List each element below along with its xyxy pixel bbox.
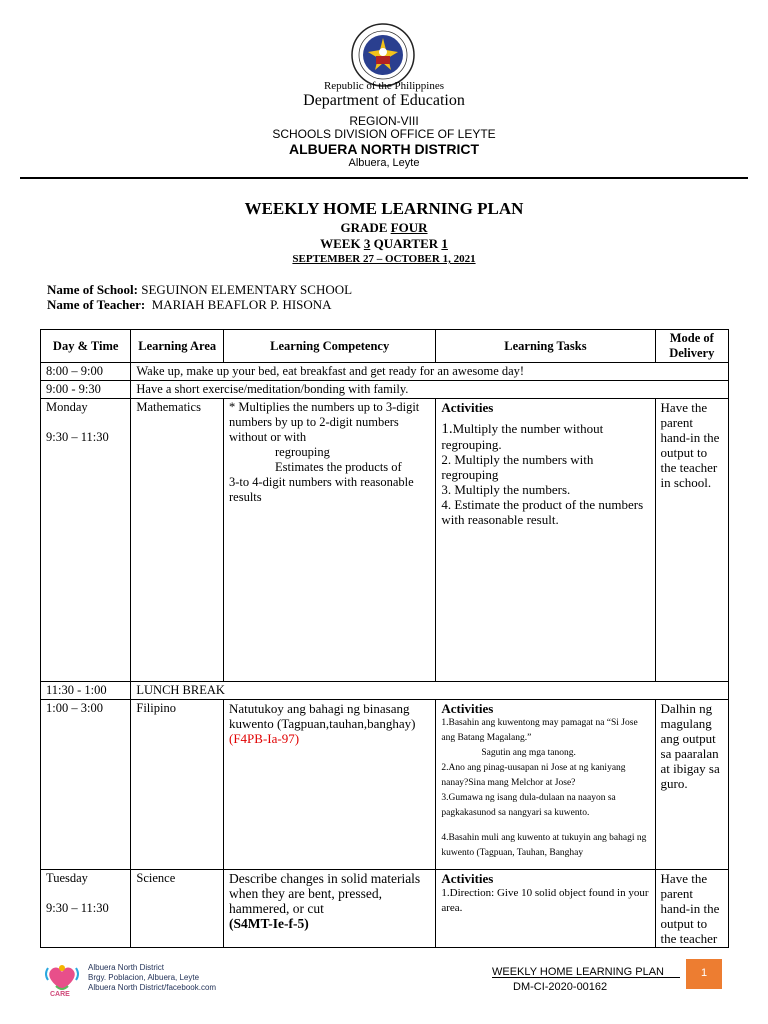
monday-mode: Have the parent hand-in the output to the teacher in school. [655, 399, 728, 682]
tuesday-tasks: Activities 1.Direction: Give 10 solid object found in your area. [436, 870, 655, 948]
wake-time: 8:00 – 9:00 [41, 363, 131, 381]
header-learning-tasks: Learning Tasks [436, 330, 655, 363]
tuesday-day-time [41, 870, 131, 948]
republic-label: Republic of the Philippines [323, 80, 445, 92]
lunch-text: LUNCH BREAK [131, 682, 729, 700]
monday-area: Mathematics [131, 399, 224, 682]
page-number: 1 [686, 959, 722, 989]
grade-line: GRADE FOUR [340, 220, 428, 235]
region-label: REGION-VIII [349, 114, 419, 128]
table-row [41, 381, 729, 399]
table-row [41, 682, 729, 700]
exercise-time: 9:00 - 9:30 [41, 381, 131, 399]
table-row [41, 399, 729, 682]
filipino-time: 1:00 – 3:00 [41, 700, 131, 870]
tuesday-day: Tuesday [46, 871, 88, 885]
tuesday-competency: Describe changes in solid materials when they are bent, pressed, hammered, or cut (S4MT-Ie-f-5) [224, 870, 436, 948]
science-code: (S4MT-Ie-f-5) [229, 916, 309, 931]
monday-competency: * Multiplies the numbers up to 3-digit numbers by up to 2-digit numbers without or with regrouping Estimates the products of 3-to 4-digit numbers with reasonable results [224, 399, 436, 682]
footer-divider [492, 977, 680, 978]
header-mode-of-delivery: Mode of Delivery [655, 330, 728, 363]
footer-address: Albuera North District Brgy. Poblacion, Albuera, Leyte Albuera North District/facebook.com [88, 963, 217, 992]
header-divider [20, 177, 748, 179]
care-logo-text: CARE [50, 991, 70, 998]
exercise-text: Have a short exercise/meditation/bonding with family. [131, 381, 729, 399]
tuesday-mode: Have the parent hand-in the output to the teacher [655, 870, 728, 948]
monday-day-time [41, 399, 131, 682]
deped-seal-icon [350, 22, 416, 88]
table-row [41, 700, 729, 870]
table-row [41, 870, 729, 948]
filipino-area: Filipino [131, 700, 224, 870]
table-header-row [41, 330, 729, 363]
wake-text: Wake up, make up your bed, eat breakfast and get ready for an awesome day! [131, 363, 729, 381]
town-label: Albuera, Leyte [348, 157, 420, 169]
lunch-time: 11:30 - 1:00 [41, 682, 131, 700]
monday-tasks: Activities 1.Multiply the number without regrouping. 2. Multiply the numbers with regrouping 3. Multiply the numbers. 4. Estimate the product of the numbers with reasonable result. [436, 399, 655, 682]
header-day-time: Day & Time [41, 330, 131, 363]
footer-code: DM-CI-2020-00162 [513, 981, 608, 993]
tuesday-area: Science [131, 870, 224, 948]
date-range: SEPTEMBER 27 – OCTOBER 1, 2021 [292, 253, 476, 265]
header-learning-area: Learning Area [131, 330, 224, 363]
filipino-competency: Natutukoy ang bahagi ng binasang kuwento (Tagpuan,tauhan,banghay) (F4PB-Ia-97) [224, 700, 436, 870]
division-label: SCHOOLS DIVISION OFFICE OF LEYTE [272, 127, 496, 141]
learning-plan-table [40, 329, 729, 948]
monday-time: 9:30 – 11:30 [46, 430, 109, 444]
filipino-mode: Dalhin ng magulang ang output sa paaralan at ibigay sa guro. [655, 700, 728, 870]
district-label: ALBUERA NORTH DISTRICT [288, 141, 480, 157]
week-line: WEEK 3 QUARTER 1 [320, 236, 448, 251]
teacher-name-line: Name of Teacher: MARIAH BEAFLOR P. HISONA [47, 297, 332, 312]
monday-day: Monday [46, 400, 88, 414]
filipino-tasks: Activities 1.Basahin ang kuwentong may pamagat na “Si Jose ang Batang Magalang.” Sagutin ang mga tanong. 2.Ano ang pinag-uusapan ni Jose at ng kaniyang nanay?Sina mang Melchor at Jose? 3.Gumawa ng isang dula-dulaan na naayon sa pagkakasunod sa nangyari sa kuwento. 4.Basahin muli ang kuwento at tukuyin ang bahagi ng kuwento (Tagpuan, Tauhan, Banghay [436, 700, 655, 870]
school-name-line: Name of School: SEGUINON ELEMENTARY SCHOOL [47, 282, 353, 297]
filipino-code: (F4PB-Ia-97) [229, 731, 300, 746]
header-learning-competency: Learning Competency [224, 330, 436, 363]
table-row [41, 363, 729, 381]
tuesday-time: 9:30 – 11:30 [46, 901, 109, 915]
footer-title: WEEKLY HOME LEARNING PLAN [492, 966, 664, 978]
department-label: Department of Education [303, 92, 465, 109]
plan-title: WEEKLY HOME LEARNING PLAN [244, 199, 524, 218]
